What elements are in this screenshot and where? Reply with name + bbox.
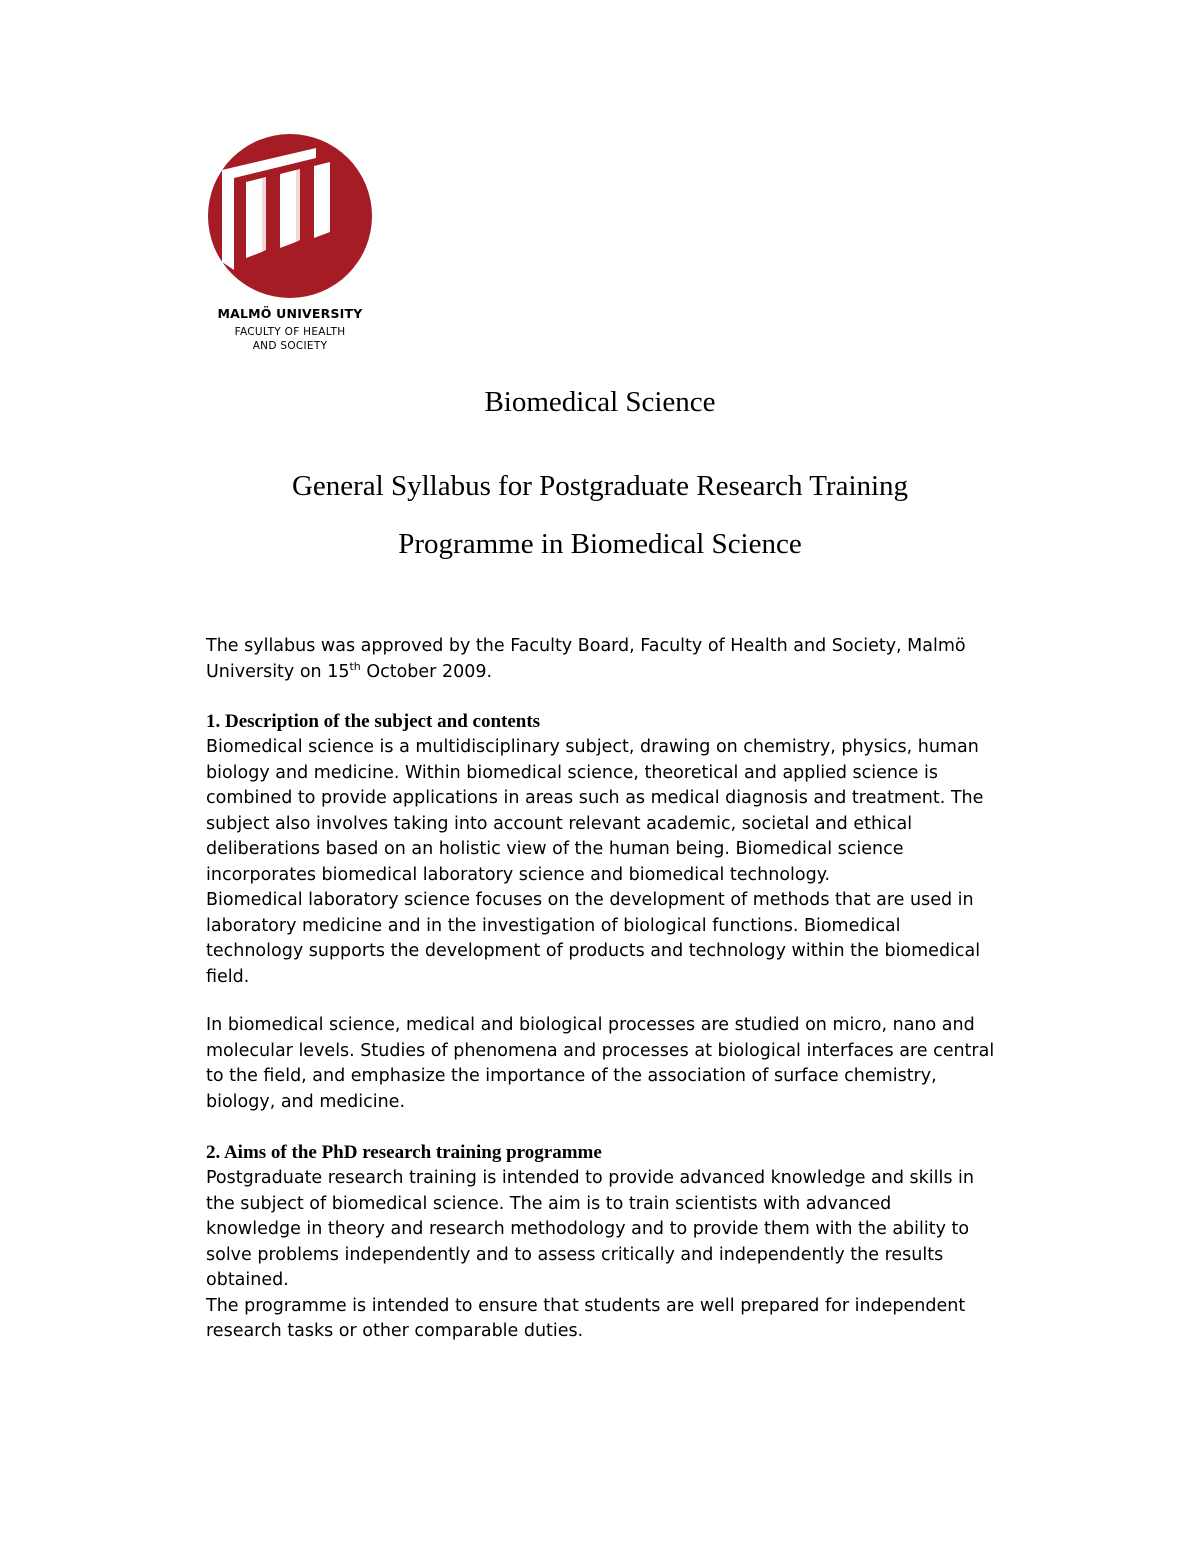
subject-title: Biomedical Science: [484, 386, 716, 418]
approval-date-prefix: University on 15: [206, 661, 350, 682]
section-2-line: knowledge in theory and research methodology and to provide them with the ability to: [206, 1219, 970, 1239]
section-1-line: field.: [206, 966, 250, 987]
approval-line-2: [206, 660, 1006, 686]
section-1-line: Biomedical science is a multidisciplinary subject, drawing on chemistry, physics, human: [206, 737, 979, 757]
section-2-line: the subject of biomedical science. The aim is to train scientists with advanced: [206, 1193, 892, 1214]
syllabus-title-line-1: General Syllabus for Postgraduate Research Training: [291, 470, 909, 502]
logo-faculty-line-2: AND SOCIETY: [252, 340, 328, 352]
section-2-paragraph: [206, 1166, 1006, 1345]
section-1-line: laboratory medicine and in the investigation of biological functions. Biomedical: [206, 915, 901, 936]
section-1-para-2-line: molecular levels. Studies of phenomena and processes at biological interfaces are central: [206, 1040, 995, 1061]
section-2-heading: 2. Aims of the PhD research training programme: [206, 1142, 602, 1163]
section-1-line: incorporates biomedical laboratory science and biomedical technology.: [206, 864, 831, 885]
logo-faculty-name: [204, 325, 376, 353]
section-2-line: obtained.: [206, 1270, 289, 1290]
approval-line-1: The syllabus was approved by the Faculty Board, Faculty of Health and Society, Malmö: [206, 636, 966, 656]
section-2-line: The programme is intended to ensure that students are well prepared for independent: [206, 1295, 966, 1316]
logo-university-name: MALMÖ UNIVERSITY: [217, 306, 363, 321]
section-2-line: Postgraduate research training is intended to provide advanced knowledge and skills in: [206, 1168, 975, 1188]
section-1-line: deliberations based on an holistic view of the human being. Biomedical science: [206, 839, 904, 859]
approval-paragraph: [206, 634, 1006, 685]
section-1-heading: 1. Description of the subject and contents: [206, 711, 541, 732]
malmo-university-logo: [204, 130, 376, 362]
approval-date-suffix: October 2009.: [360, 661, 493, 682]
syllabus-title-line-2: Programme in Biomedical Science: [398, 528, 802, 560]
university-emblem-icon: [204, 130, 376, 302]
section-1-paragraph-2: [206, 1013, 1006, 1115]
section-1-para-2-line: to the field, and emphasize the importance of the association of surface chemistry,: [206, 1066, 937, 1086]
section-1-para-2-line: In biomedical science, medical and biological processes are studied on micro, nano and: [206, 1015, 975, 1035]
approval-date-superscript: th: [349, 659, 361, 673]
section-1-line: biology and medicine. Within biomedical science, theoretical and applied science is: [206, 762, 938, 783]
section-1-para-2-line: biology, and medicine.: [206, 1091, 406, 1112]
section-1-line: combined to provide applications in areas such as medical diagnosis and treatment. The: [206, 788, 984, 808]
section-1-line: technology supports the development of products and technology within the biomedical: [206, 941, 981, 961]
section-1-paragraph-1: [206, 735, 1006, 990]
section-1-line: subject also involves taking into account relevant academic, societal and ethical: [206, 813, 913, 834]
section-2-line: solve problems independently and to assess critically and independently the results: [206, 1244, 944, 1265]
section-2-line: research tasks or other comparable duties.: [206, 1321, 584, 1341]
logo-faculty-line-1: FACULTY OF HEALTH: [234, 326, 346, 338]
section-1-line: Biomedical laboratory science focuses on the development of methods that are used in: [206, 890, 974, 910]
